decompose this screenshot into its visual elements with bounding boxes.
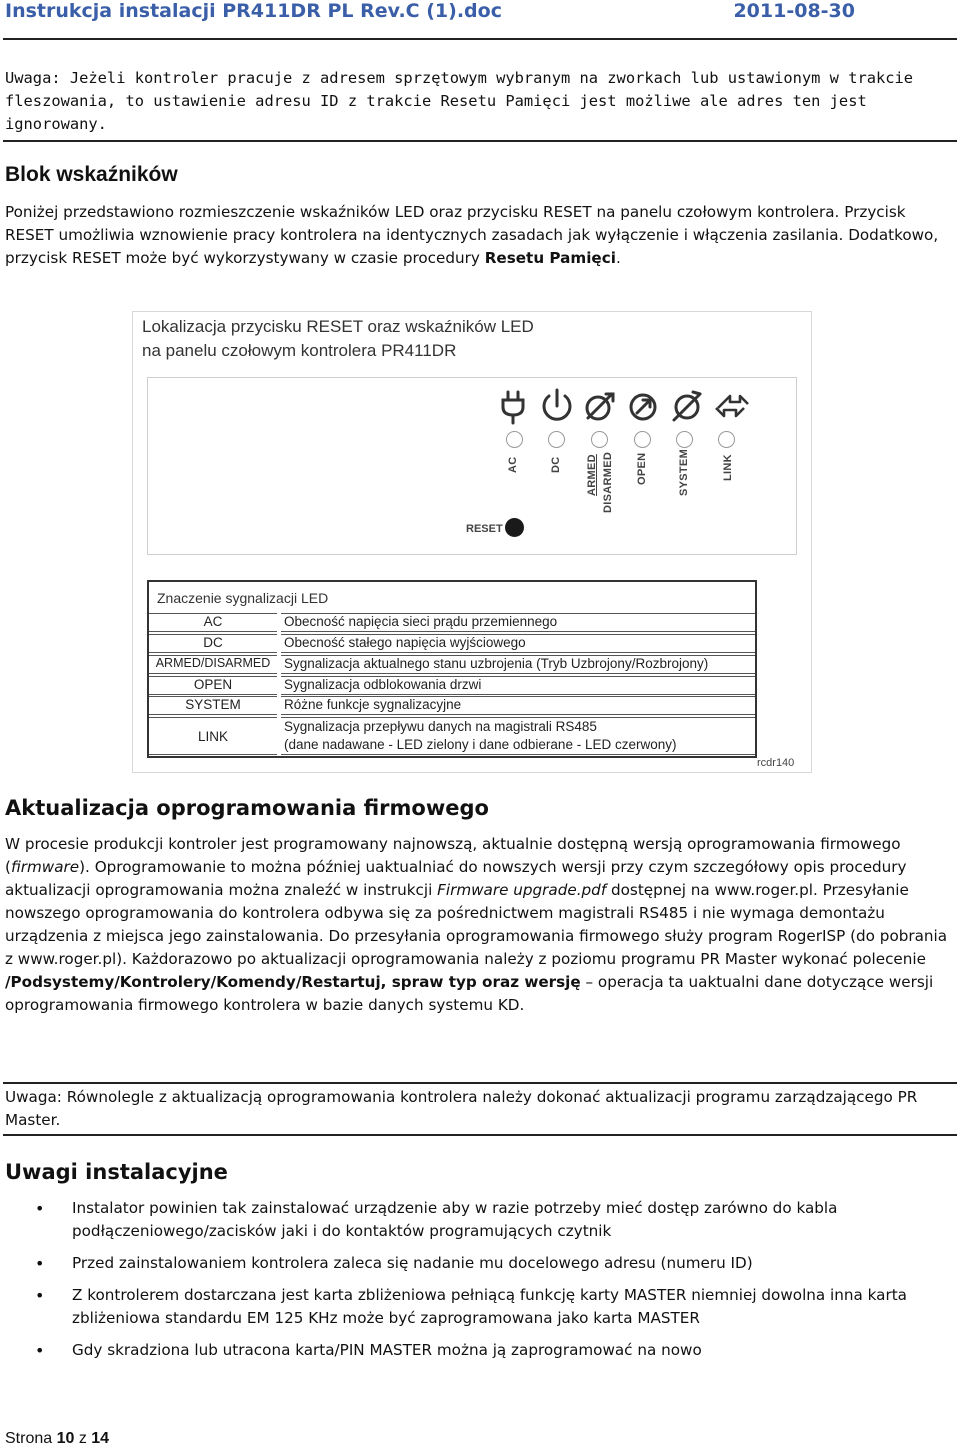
header-rule [3,38,957,40]
fw-text-3: dostępnej na www.roger.pl. Przesyłanie nowszego oprogramowania do kontrolera odbywa się za pośrednictwem magistrali RS485 i nie wymaga demontażu urządzenia z miejsca jego zainstalowania. Do przesyłania oprogramowania firmowego służy program RogerISP (do pobrania z www.roger.pl). Każdorazowo po aktualizacji oprogramowania należy z poziomu programu PR Master wykonać polecenie [5,881,948,968]
row-desc: Różne funkcje sygnalizacyjne [281,696,755,715]
power-icon [537,386,577,426]
row-desc: Sygnalizacja przepływu danych na magistrali RS485 [284,719,597,734]
table-row [149,676,755,695]
fw-italic-2: Firmware upgrade.pdf [437,881,607,899]
note2-rule-bottom [3,1134,957,1136]
row-desc: Sygnalizacja aktualnego stanu uzbrojenia (Tryb Uzbrojony/Rozbrojony) [281,655,755,674]
fw-text-1: W procesie produkcji kontroler jest programowany najnowszą, aktualnie dostępną wersją oprogramowania firmowego ( [5,835,901,876]
note-pr-master: Uwaga: Równolegle z aktualizacją oprogramowania kontrolera należy dokonać aktualizacji programu zarządzającego PR Master. [5,1088,918,1129]
reset-label: RESET [466,523,503,535]
reset-pamieci-bold: Resetu Pamięci [484,249,616,267]
armed-icon [580,386,620,426]
table-row [149,655,755,674]
figure-title-line1: Lokalizacja przycisku RESET oraz wskaźników LED [142,317,534,336]
figure-title [142,315,534,363]
label-armed: ARMED [586,454,598,496]
table-row [149,613,755,632]
led-link [718,431,735,448]
row-name: LINK [149,717,277,755]
table-row [149,696,755,715]
document-date: 2011-08-30 [733,0,855,22]
front-panel [147,377,797,555]
row-name: DC [149,634,277,653]
leds-paragraph-end: . [615,249,621,267]
fw-command-bold: /Podsystemy/Kontrolery/Komendy/Restartuj, spraw typ oraz wersję [5,973,581,991]
row-desc: Obecność stałego napięcia wyjściowego [281,634,755,653]
note-rule [3,140,957,142]
led-armed [591,431,608,448]
table-row [149,717,755,755]
label-system: SYSTEM [678,448,690,496]
footer-prefix: Strona [5,1430,57,1447]
led-ac [506,431,523,448]
label-link: LINK [722,454,734,481]
label-ac: AC [507,456,519,473]
table-caption: Znaczenie sygnalizacji LED [157,590,329,606]
row-desc-2: (dane nadawane - LED zielony i dane odbierane - LED czerwony) [284,737,677,752]
row-name: SYSTEM [149,696,277,715]
fw-text-2: ). Oprogramowanie to można później uaktualniać do nowszych wersji przy czym szczegółowy opis procedury aktualizacji oprogramowania można znaleźć w instrukcji [5,858,907,899]
led-meaning-table [147,580,757,758]
leds-paragraph-text: Poniżej przedstawiono rozmieszczenie wskaźników LED oraz przycisku RESET na panelu czołowym kontrolera. Przycisk RESET umożliwia wznowienie pracy kontrolera na identycznych zasadach jak wyłączenie i włączenia zasilania. Dodatkowo, przycisk RESET może być wykorzystywany w czasie procedury [5,203,939,267]
figure-title-line2: na panelu czołowym kontrolera PR411DR [142,341,457,360]
row-desc-multi [281,717,755,755]
led-dc [548,431,565,448]
row-desc: Sygnalizacja odblokowania drzwi [281,676,755,695]
leds-paragraph [5,201,955,270]
led-system [676,431,693,448]
section-heading-leds: Blok wskaźników [5,163,178,186]
reset-button[interactable] [505,518,524,537]
fw-text-4: – operacja ta uaktualni dane dotyczące wersji oprogramowania firmowego kontrolera w bazie danych systemu KD. [5,973,934,1014]
footer-mid: z [74,1430,92,1447]
install-notes-list [5,1197,955,1371]
page-footer [5,1430,109,1448]
label-dc: DC [550,456,562,473]
firmware-paragraph [5,833,957,1017]
section-heading-firmware: Aktualizacja oprogramowania firmowego [5,796,489,820]
label-open: OPEN [636,452,648,485]
system-icon [667,386,707,426]
note2-rule-top [3,1082,957,1084]
open-icon [624,386,664,426]
plug-icon [493,386,533,426]
label-disarmed: DISARMED [602,451,614,513]
list-item: • Instalator powinien tak zainstalować urządzenie aby w razie potrzeby mieć dostęp zarówno do kabla podłączeniowego/zacisków jaki i do kontaktów programujących czytnik [5,1197,955,1243]
list-item: • Przed zainstalowaniem kontrolera zaleca się nadanie mu docelowego adresu (numeru ID) [5,1252,955,1275]
row-name: AC [149,613,277,632]
row-name: OPEN [149,676,277,695]
list-item: • Z kontrolerem dostarczana jest karta zbliżeniowa pełniącą funkcję karty MASTER niemniej dowolna inna karta zbliżeniowa standardu EM 125 KHz może być zaprogramowana jako karta MASTER [5,1284,955,1330]
section-heading-install-notes: Uwagi instalacyjne [5,1160,228,1184]
figure-ref: rcdr140 [757,757,795,769]
row-desc: Obecność napięcia sieci prądu przemiennego [281,613,755,632]
led-open [634,431,651,448]
list-item: • Gdy skradziona lub utracona karta/PIN MASTER można ją zaprogramować na nowo [5,1339,955,1362]
row-name: ARMED/DISARMED [149,655,277,674]
note-address: Uwaga: Jeżeli kontroler pracuje z adresem sprzętowym wybranym na zworkach lub ustawionym w trakcie fleszowania, to ustawienie adresu ID z trakcie Resetu Pamięci jest możliwe ale adres ten jest ignorowany. [5,69,914,133]
footer-total: 14 [91,1430,110,1447]
link-icon [710,386,750,426]
table-row [149,634,755,653]
footer-page: 10 [56,1430,75,1447]
document-header [5,0,955,30]
fw-italic-1: firmware [10,858,80,876]
document-title: Instrukcja instalacji PR411DR PL Rev.C (1).doc [5,0,502,22]
